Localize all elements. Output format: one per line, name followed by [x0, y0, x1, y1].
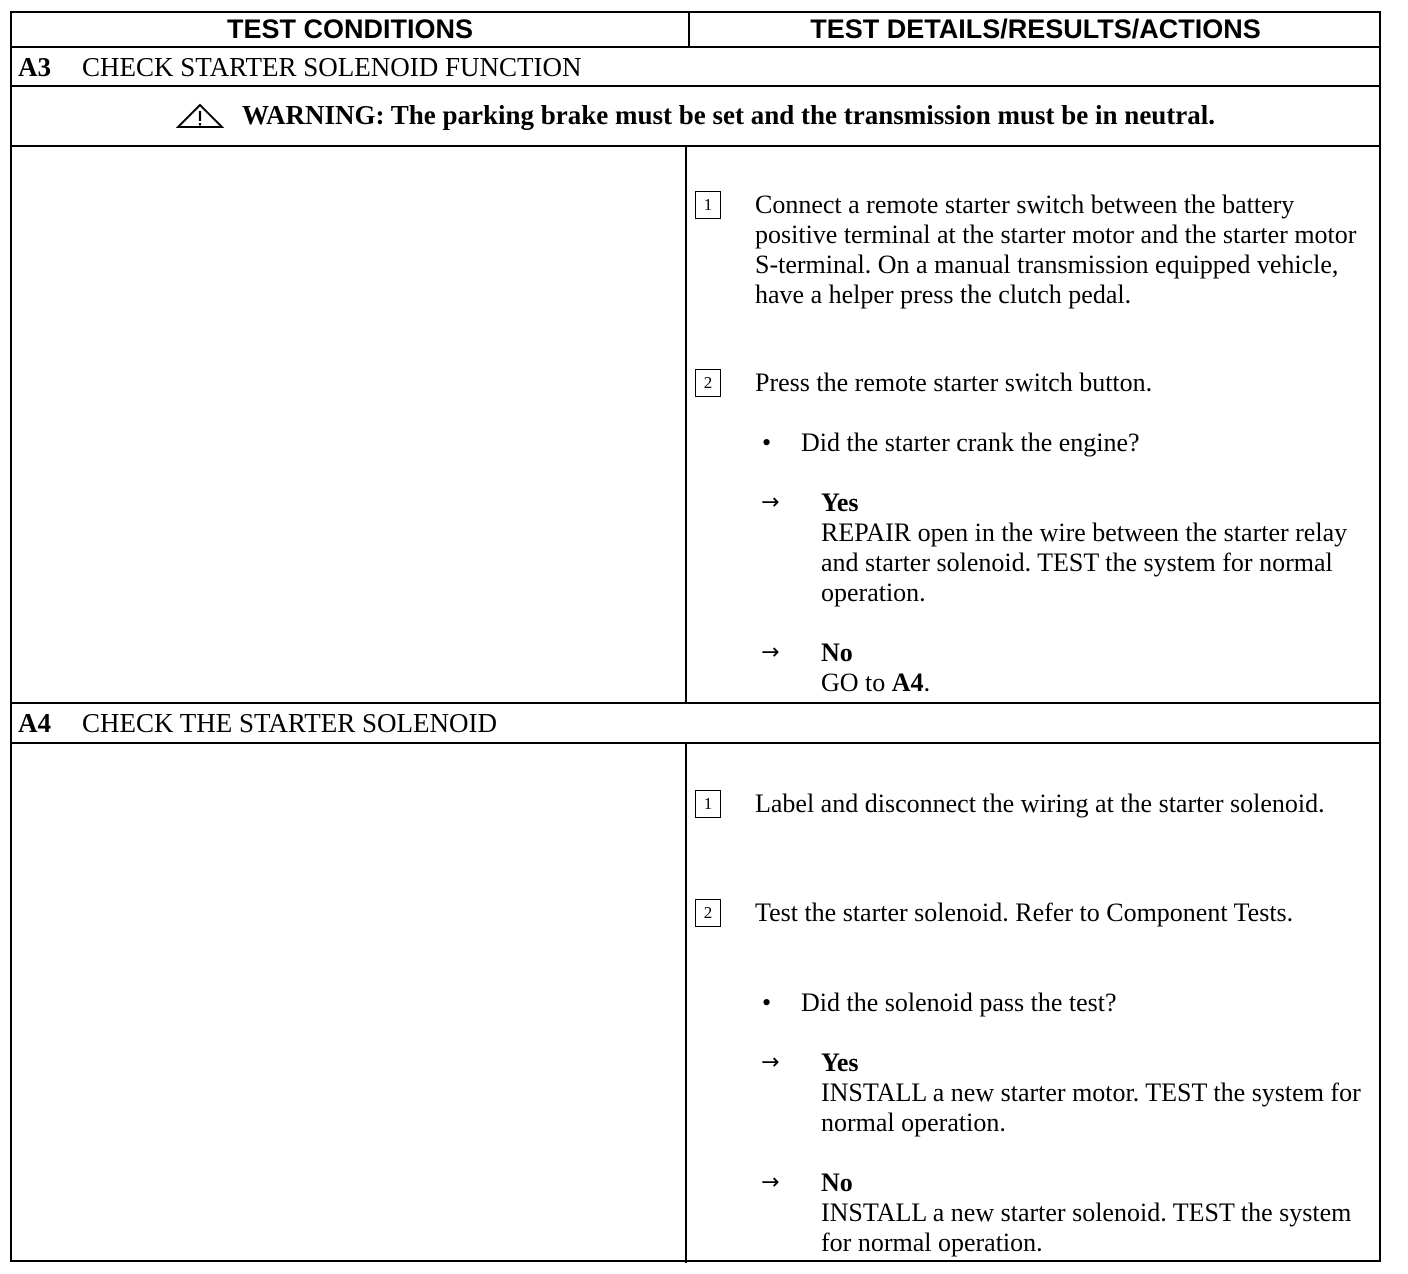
a4-step-1: [695, 789, 1375, 849]
step-number-box: 1: [695, 790, 721, 818]
a3-answer-no: [695, 638, 1375, 698]
section-a4-heading: CHECK THE STARTER SOLENOID: [82, 707, 497, 738]
answer-text-pre: GO to: [821, 668, 892, 697]
section-a3-id: A3: [18, 51, 51, 82]
step-text: Test the starter solenoid. Refer to Component Tests.: [755, 898, 1294, 927]
a3-question: [695, 428, 1375, 458]
arrow-right-icon: →: [761, 640, 780, 665]
a4-column-divider: [685, 743, 687, 1263]
arrow-right-icon: →: [761, 490, 780, 515]
answer-label: Yes: [821, 488, 859, 517]
question-text: Did the solenoid pass the test?: [801, 988, 1117, 1017]
a4-question: [695, 988, 1375, 1018]
step-text: Press the remote starter switch button.: [755, 368, 1153, 397]
answer-link-a4: A4: [891, 668, 924, 697]
header-divider: [688, 13, 690, 46]
answer-label: No: [821, 638, 853, 667]
answer-text: REPAIR open in the wire between the starter relay and starter solenoid. TEST the system for normal operation.: [821, 518, 1348, 607]
a3-column-divider: [685, 146, 687, 702]
warning-rule: [12, 145, 1379, 147]
header-test-conditions: TEST CONDITIONS: [226, 14, 473, 44]
answer-text: INSTALL a new starter motor. TEST the system for normal operation.: [821, 1078, 1361, 1137]
step-number-box: 2: [695, 369, 721, 397]
a3-step-2: [695, 368, 1375, 398]
step-number-box: 2: [695, 899, 721, 927]
a4-title-rule: [12, 742, 1379, 744]
arrow-right-icon: →: [761, 1050, 780, 1075]
a3-step-1: [695, 190, 1375, 340]
answer-text: [821, 668, 1369, 698]
warning-text: WARNING: The parking brake must be set and the transmission must be in neutral.: [241, 100, 1216, 130]
section-a4-title: [18, 705, 497, 741]
test-table: [10, 11, 1381, 1262]
a4-step-2: [695, 898, 1375, 928]
answer-label: Yes: [821, 1048, 859, 1077]
warning-triangle-icon: [176, 103, 224, 129]
a4-answer-yes: [695, 1048, 1375, 1138]
a3-answer-yes: [695, 488, 1375, 608]
section-a4-id: A4: [18, 707, 51, 738]
warning-banner: [12, 86, 1379, 145]
section-a3-heading: CHECK STARTER SOLENOID FUNCTION: [82, 51, 582, 82]
bullet-glyph: •: [762, 988, 772, 1017]
answer-text-post: .: [923, 668, 931, 697]
question-text: Did the starter crank the engine?: [801, 428, 1140, 457]
answer-label: No: [821, 1168, 853, 1197]
bullet-glyph: •: [762, 428, 772, 457]
step-text: Connect a remote starter switch between the battery positive terminal at the starter motor and the starter motor S-terminal. On a manual transmission equipped vehicle, have a helper press the clutch pedal.: [755, 190, 1357, 309]
section-a3-title: [18, 49, 581, 85]
step-number-box: 1: [695, 191, 721, 219]
arrow-right-icon: →: [761, 1170, 780, 1195]
header-rule: [12, 46, 1379, 48]
header-test-details: TEST DETAILS/RESULTS/ACTIONS: [810, 14, 1261, 44]
step-text: Label and disconnect the wiring at the starter solenoid.: [755, 789, 1325, 818]
answer-text: INSTALL a new starter solenoid. TEST the system for normal operation.: [821, 1198, 1352, 1257]
a3-bottom-rule: [12, 702, 1379, 704]
a4-answer-no: [695, 1168, 1375, 1258]
